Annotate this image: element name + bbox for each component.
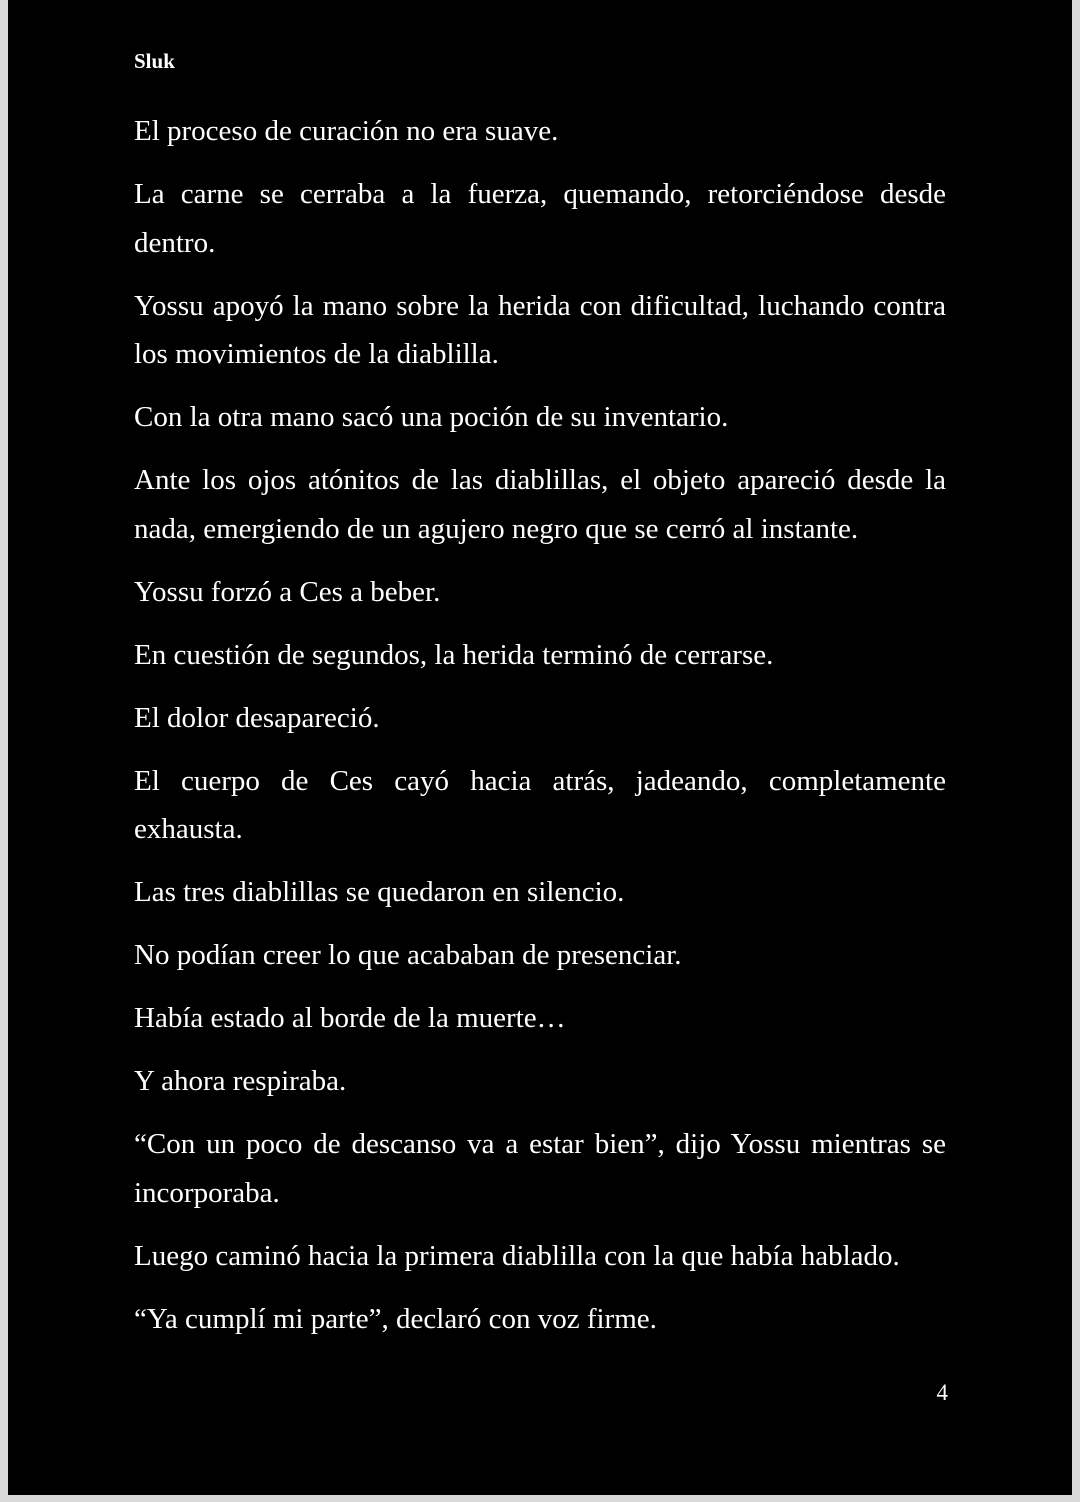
paragraph: Yossu apoyó la mano sobre la herida con dificultad, luchando contra los movimientos de la diablilla. <box>134 289 946 370</box>
paragraph: “Ya cumplí mi parte”, declaró con voz firme. <box>134 1302 657 1335</box>
paragraph: Con la otra mano sacó una poción de su inventario. <box>134 401 729 433</box>
paragraph: “Con un poco de descanso va a estar bien”, dijo Yossu mientras se incorporaba. <box>134 1128 946 1209</box>
paragraph: Y ahora respiraba. <box>134 1065 347 1097</box>
paragraph: La carne se cerraba a la fuerza, quemando, retorciéndose desde dentro. <box>134 178 946 259</box>
running-header: Sluk <box>134 49 175 73</box>
paragraph: El proceso de curación no era suave. <box>134 115 559 147</box>
document-page <box>8 0 1072 1495</box>
page-body <box>134 107 946 1358</box>
paragraph: No podían creer lo que acababan de presenciar. <box>134 939 682 971</box>
paragraph: El dolor desapareció. <box>134 701 380 734</box>
paragraph: Ante los ojos atónitos de las diablillas, el objeto apareció desde la nada, emergiendo de un agujero negro que se cerró al instante. <box>134 464 946 545</box>
paragraph: Había estado al borde de la muerte… <box>134 1002 566 1034</box>
paragraph: El cuerpo de Ces cayó hacia atrás, jadeando, completamente exhausta. <box>134 764 946 845</box>
paragraph: Yossu forzó a Ces a beber. <box>134 575 441 608</box>
paragraph: Las tres diablillas se quedaron en silencio. <box>134 876 625 908</box>
page-number: 4 <box>936 1380 948 1405</box>
paragraph: En cuestión de segundos, la herida terminó de cerrarse. <box>134 638 774 671</box>
paragraph: Luego caminó hacia la primera diablilla con la que había hablado. <box>134 1239 900 1272</box>
